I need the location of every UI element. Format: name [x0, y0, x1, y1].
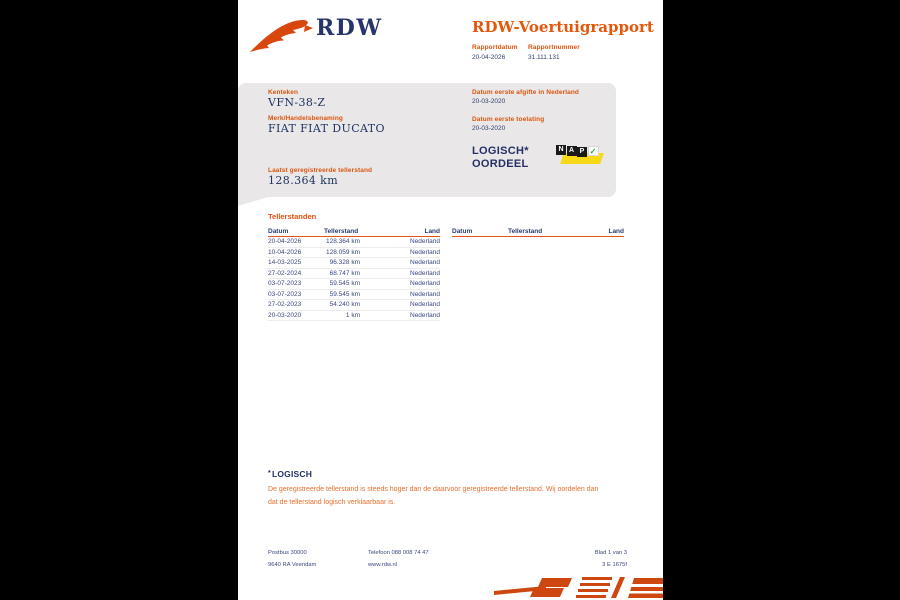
cell-datum: 03-07-2023	[268, 280, 302, 288]
footnote-heading-text: LOGISCH	[271, 469, 313, 479]
page-title: RDW-Voertuigrapport	[472, 18, 654, 36]
cell-tellerstand: 68.747 km	[329, 269, 360, 277]
footer-phone: Telefoon 088 008 74 47	[368, 550, 429, 556]
cell-datum: 20-04-2026	[268, 238, 302, 246]
nap-letter-n: N	[556, 145, 566, 155]
cell-tellerstand: 54.240 km	[329, 301, 360, 309]
kenteken-label: Kenteken	[268, 89, 299, 96]
cell-tellerstand: 59.545 km	[329, 290, 360, 298]
footer-blad: Blad 1 van 3	[594, 550, 627, 556]
cell-tellerstand: 128.364 km	[326, 238, 360, 246]
rdw-feather-icon	[248, 16, 314, 56]
vehicle-summary-panel	[238, 83, 616, 197]
table-row	[268, 300, 440, 311]
cell-land: Nederland	[410, 280, 440, 288]
footer-address-line1: Postbus 30000	[268, 550, 307, 556]
report-page	[238, 0, 663, 600]
report-date-value: 20-04-2026	[472, 54, 506, 61]
cell-land: Nederland	[410, 269, 440, 277]
tellerstanden-heading: Tellerstanden	[268, 212, 317, 221]
merk-value: FIAT FIAT DUCATO	[268, 122, 385, 135]
table-header	[268, 226, 440, 237]
cell-datum: 10-04-2026	[268, 248, 302, 256]
oordeel-line2: OORDEEL	[472, 158, 529, 170]
footer-form-code: 3 E 1675f	[602, 562, 627, 568]
cell-land: Nederland	[410, 248, 440, 256]
kenteken-value: VFN-38-Z	[268, 96, 326, 109]
nap-letter-a: A	[567, 146, 577, 156]
footer-stripes-graphic	[494, 575, 663, 600]
eerste-afgifte-label: Datum eerste afgifte in Nederland	[472, 89, 579, 96]
merk-label: Merk/Handelsbenaming	[268, 115, 343, 122]
table-header	[452, 226, 624, 237]
eerste-afgifte-value: 20-03-2020	[472, 98, 506, 105]
table-row	[268, 269, 440, 280]
oordeel-line1: LOGISCH*	[472, 145, 529, 157]
tellerstanden-table-left	[268, 226, 440, 321]
footnote-text: De geregistreerde tellerstand is steeds hoger dan de daarvoor geregistreerde tellerstand. Wij oordelen dan dat de tellerstand logisch verklaarbaar is.	[268, 486, 599, 506]
table-row	[268, 290, 440, 301]
table-row	[268, 248, 440, 259]
nap-check-icon: ✓	[588, 146, 599, 156]
cell-land: Nederland	[410, 301, 440, 309]
cell-datum: 27-02-2023	[268, 301, 302, 309]
cell-datum: 27-02-2024	[268, 269, 302, 277]
footer-website: www.rdw.nl	[368, 562, 397, 568]
cell-tellerstand: 128.059 km	[326, 248, 360, 256]
cell-datum: 20-03-2020	[268, 311, 302, 319]
table-row	[268, 311, 440, 322]
laatste-tellerstand-label: Laatst geregistreerde tellerstand	[268, 167, 373, 174]
cell-land: Nederland	[410, 259, 440, 267]
cell-tellerstand: 59.545 km	[329, 280, 360, 288]
oordeel-text	[472, 145, 529, 171]
report-date-label: Rapportdatum	[472, 44, 518, 51]
column-header-datum: Datum	[452, 228, 473, 235]
cell-datum: 03-07-2023	[268, 290, 302, 298]
rdw-logo-text: RDW	[316, 15, 383, 41]
footer-address	[268, 547, 316, 571]
cell-tellerstand: 96.328 km	[329, 259, 360, 267]
footnote-heading	[268, 469, 312, 479]
eerste-toelating-value: 20-03-2020	[472, 125, 506, 132]
nap-logo	[556, 143, 604, 169]
laatste-tellerstand-value: 128.364 km	[268, 174, 339, 187]
footer-contact	[368, 547, 429, 571]
footer-address-line2: 9640 RA Veendam	[268, 562, 317, 568]
footnote-asterisk: *	[268, 470, 271, 477]
cell-land: Nederland	[410, 311, 440, 319]
report-number-value: 31.111.131	[528, 54, 560, 61]
cell-land: Nederland	[410, 290, 440, 298]
table-row	[268, 279, 440, 290]
tellerstanden-left-body	[268, 237, 440, 321]
column-header-datum: Datum	[268, 228, 289, 235]
column-header-tellerstand: Tellerstand	[324, 228, 359, 235]
cell-tellerstand: 1 km	[345, 311, 360, 319]
footer-page-info	[595, 547, 627, 571]
tellerstanden-table-right	[452, 226, 624, 237]
panel-tail	[238, 197, 268, 206]
table-row	[268, 258, 440, 269]
cell-land: Nederland	[410, 238, 440, 246]
column-header-land: Land	[608, 228, 624, 235]
report-number-label: Rapportnummer	[528, 44, 580, 51]
eerste-toelating-label: Datum eerste toelating	[472, 116, 545, 123]
cell-datum: 14-03-2025	[268, 259, 302, 267]
table-row	[268, 237, 440, 248]
column-header-tellerstand: Tellerstand	[508, 228, 543, 235]
column-header-land: Land	[424, 228, 440, 235]
nap-letter-p: P	[577, 147, 587, 157]
